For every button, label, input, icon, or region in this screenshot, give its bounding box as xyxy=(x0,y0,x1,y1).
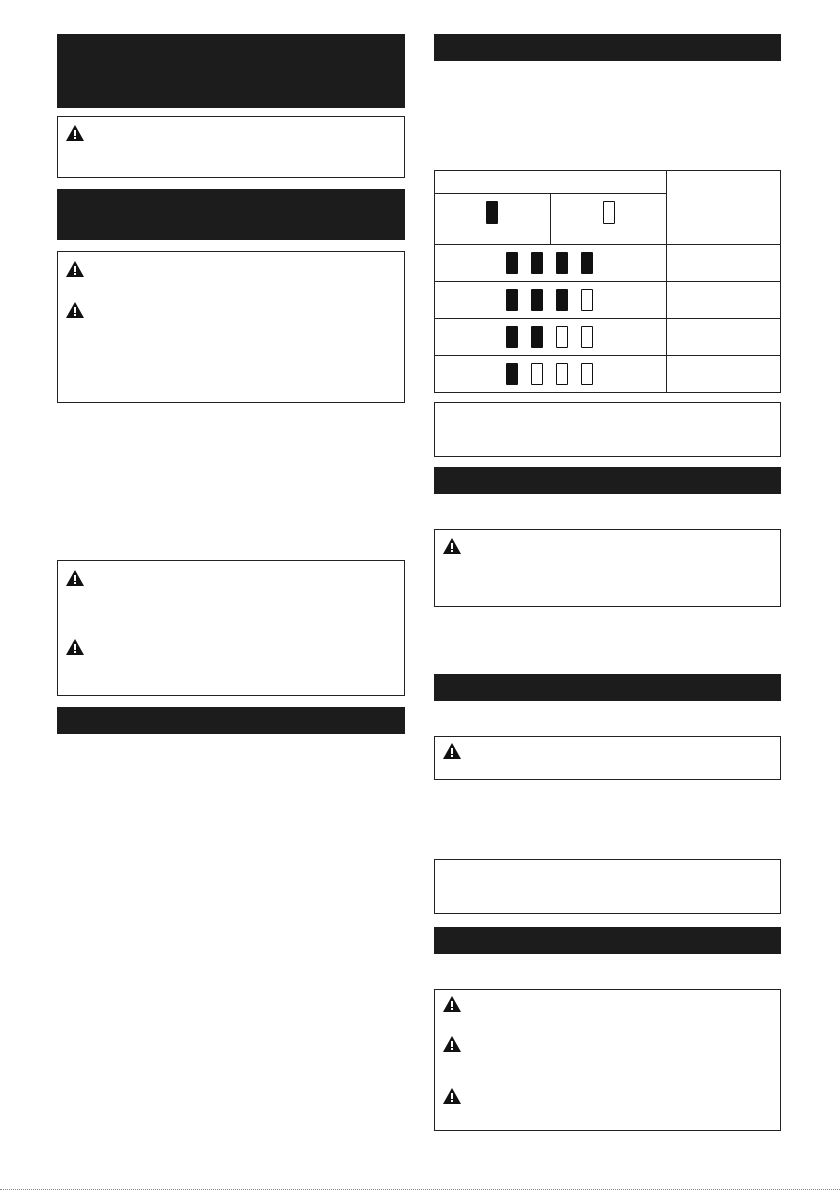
warning-triangle-icon xyxy=(443,743,461,764)
left-warning-box-3 xyxy=(57,560,405,696)
legend-off-cell xyxy=(551,194,666,244)
right-note-box-2 xyxy=(434,859,781,914)
off-lamp-icon xyxy=(603,201,615,224)
indicator-row-2 xyxy=(435,282,666,318)
indicator-row-1 xyxy=(435,245,666,281)
legend-lit-cell xyxy=(435,194,550,244)
warning-triangle-icon xyxy=(66,302,84,323)
right-section-header-2 xyxy=(434,467,781,494)
lit-lamp-icon xyxy=(486,201,498,224)
right-warning-box-1 xyxy=(434,529,781,607)
indicator-row-3 xyxy=(435,319,666,355)
right-section-header-4 xyxy=(434,927,781,954)
indicator-row-4 xyxy=(435,356,666,392)
warning-triangle-icon xyxy=(443,996,461,1017)
warning-triangle-icon xyxy=(443,1036,461,1057)
warning-triangle-icon xyxy=(66,261,84,282)
right-note-box-1 xyxy=(434,402,781,457)
warning-triangle-icon xyxy=(66,125,84,146)
right-section-header-3 xyxy=(434,674,781,701)
left-section-header-3 xyxy=(57,707,405,734)
warning-triangle-icon xyxy=(443,1088,461,1109)
warning-triangle-icon xyxy=(443,538,461,559)
left-section-header-2 xyxy=(57,189,405,240)
left-section-header-1 xyxy=(57,34,405,108)
right-warning-box-2 xyxy=(434,736,781,780)
left-warning-box-2 xyxy=(57,251,405,403)
right-warning-box-3 xyxy=(434,989,781,1131)
page-bottom-rule xyxy=(0,1189,840,1190)
warning-triangle-icon xyxy=(66,570,84,591)
warning-triangle-icon xyxy=(66,639,84,660)
left-warning-box-1 xyxy=(57,116,405,178)
right-section-header-1 xyxy=(434,34,781,61)
indicator-lamp-table xyxy=(434,170,781,393)
